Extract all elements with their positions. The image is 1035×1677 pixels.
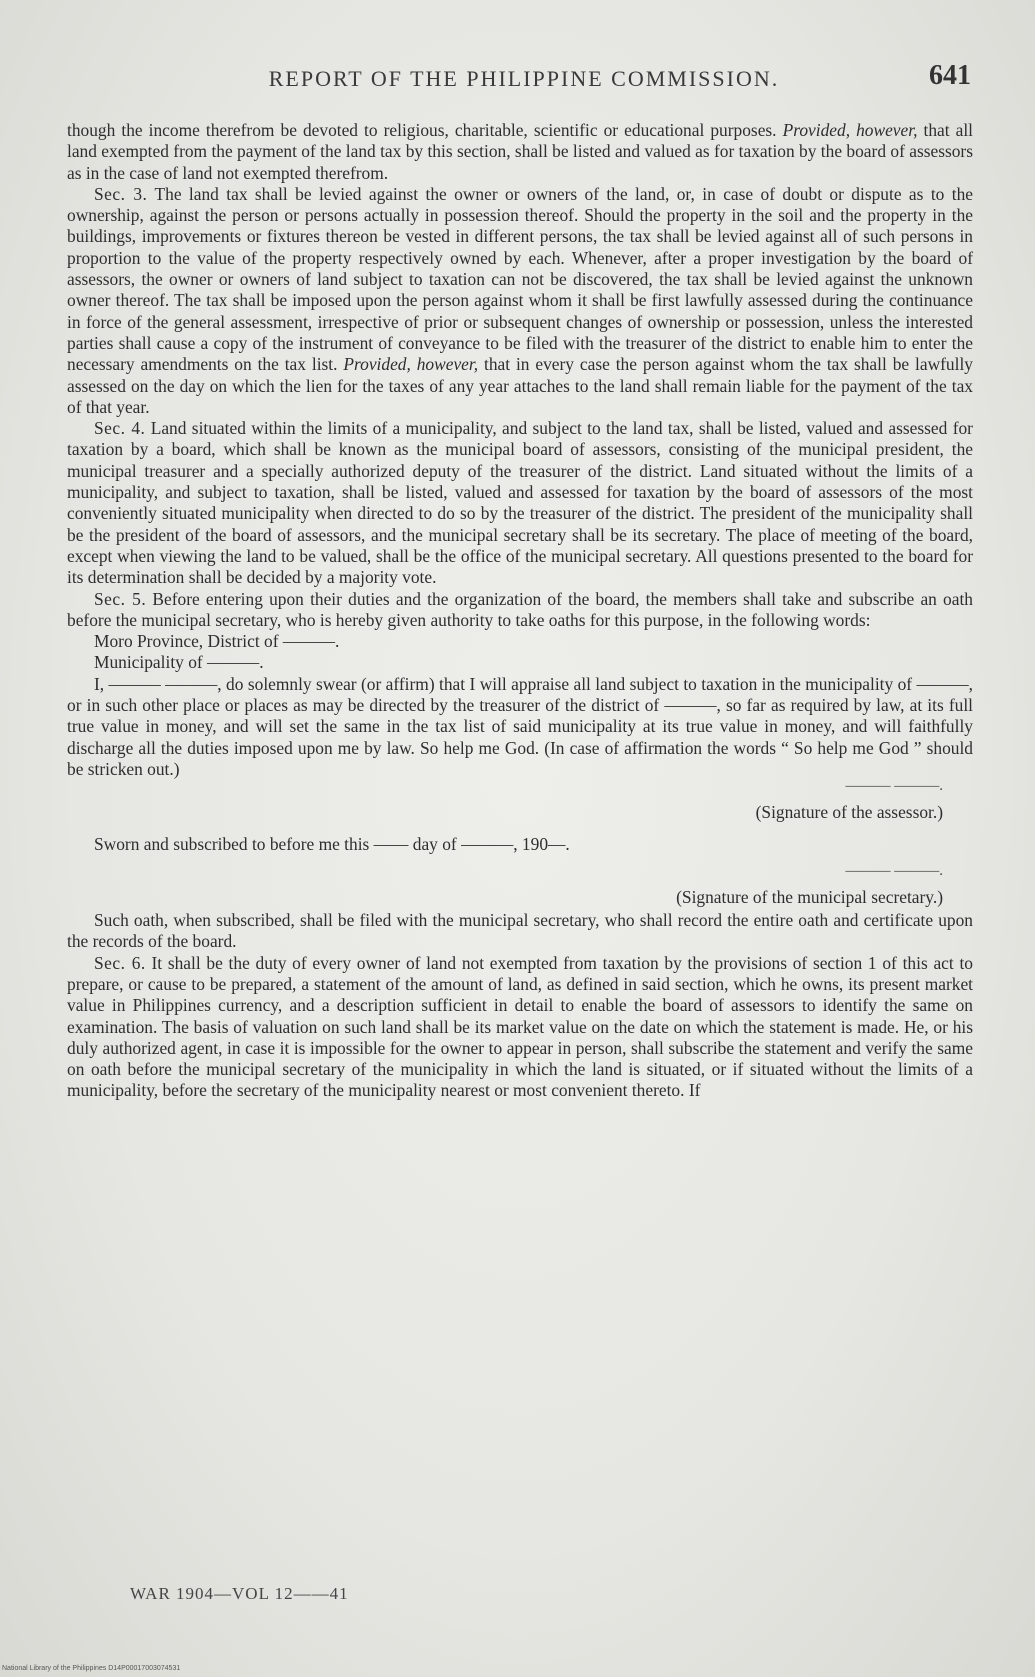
archive-footer-note: National Library of the Philippines D14P00017003074531 xyxy=(2,1665,181,1672)
form-municipality-line: Municipality of ———. xyxy=(94,652,264,673)
sworn-statement: Sworn and subscribed to before me this —— day of ———, 190—. xyxy=(94,833,570,854)
printer-signature-mark: WAR 1904—VOL 12——41 xyxy=(130,1584,349,1603)
signature-label-secretary: (Signature of the municipal secretary.) xyxy=(676,886,943,907)
oath-text: I, ——— ———, do solemnly swear (or affirm) that I will appraise all land subject to taxation in the municipality of ———, or in such other place or places as may be directed by the treasurer of the district of ———, so far as required by law, at its full true value in money, and will set the same in the tax list of said municipality at its true value in money, and will faithfully discharge all the duties imposed upon me by law. So help me God. (In case of affirmation the words “ So help me God ” should be stricken out.) xyxy=(67,673,973,779)
signature-line-assessor: ——— ———. xyxy=(845,778,943,795)
running-header: REPORT OF THE PHILIPPINE COMMISSION. xyxy=(268,66,780,91)
paragraph-continuation: though the income therefrom be devoted to religious, charitable, scientific or educational purposes. Provided, however, that all land exempted from the payment of the land tax by this section, shall be listed and valued as for taxation by the board of assessors as in the case of land not exempted therefrom. xyxy=(67,120,974,183)
oath-filing-paragraph: Such oath, when subscribed, shall be filed with the municipal secretary, who shall record the entire oath and certificate upon the records of the board. xyxy=(67,910,973,952)
form-province-line: Moro Province, District of ———. xyxy=(94,631,340,652)
signature-line-secretary: ——— ———. xyxy=(845,862,943,879)
section-3: Sec. 3. The land tax shall be levied against the owner or owners of the land, or, in case of doubt or dispute as to the ownership, against the person or persons actually in possession thereof. Should the property in the soil and the property in the buildings, improvements or fixtures thereon be vested in different persons, the tax shall be levied against all of such persons in proportion to the value of the property respectively owned by each. Whenever, after a proper investigation by the board of assessors, the owner or owners of land subject to taxation can not be discovered, the tax shall be levied against the unknown owner thereof. The tax shall be imposed upon the person against whom it shall be first lawfully assessed during the continuance in force of the general assessment, irrespective of prior or subsequent changes of ownership or possession, unless the interested parties shall cause a copy of the instrument of conveyance to be filed with the treasurer of the district to enable him to enter the necessary amendments on the tax list. Provided, however, that in every case the person against whom the tax shall be lawfully assessed on the day on which the lien for the taxes of any year attaches to the land shall remain liable for the payment of the tax of that year. xyxy=(67,183,973,417)
page-number: 641 xyxy=(929,60,971,91)
signature-label-assessor: (Signature of the assessor.) xyxy=(755,802,943,823)
document-body xyxy=(67,120,973,1102)
section-6: Sec. 6. It shall be the duty of every owner of land not exempted from taxation by the provisions of section 1 of this act to prepare, or cause to be prepared, a statement of the amount of land, as defined in said section, which he owns, its present market value in Philippines currency, and a description sufficient in detail to enable the board of assessors to identify the same on examination. The basis of valuation on such land shall be its market value on the date on which the statement is made. He, or his duly authorized agent, in case it is impossible for the owner to appear in person, shall subscribe the statement and verify the same on oath before the municipal secretary of the municipality in which the land is situated, or if situated without the limits of a municipality, before the secretary of the municipality nearest or most convenient thereto. If xyxy=(67,952,973,1101)
section-4: Sec. 4. Land situated within the limits of a municipality, and subject to the land tax, shall be listed, valued and assessed for taxation by a board, which shall be known as the municipal board of assessors, consisting of the municipal president, the municipal treasurer and a specially authorized deputy of the treasurer of the district. Land situated without the limits of a municipality, and subject to taxation, shall be listed, valued and assessed for taxation by the board of assessors of the most conveniently situated municipality when directed to do so by the treasurer of the district. The president of the municipality shall be the president of the board of assessors, and the municipal secretary shall be its secretary. The place of meeting of the board, except when viewing the land to be valued, shall be the office of the municipal secretary. All questions presented to the board for its determination shall be decided by a majority vote. xyxy=(67,418,973,588)
section-5: Sec. 5. Before entering upon their duties and the organization of the board, the members shall take and subscribe an oath before the municipal secretary, who is hereby given authority to take oaths for this purpose, in the following words: xyxy=(67,588,973,630)
